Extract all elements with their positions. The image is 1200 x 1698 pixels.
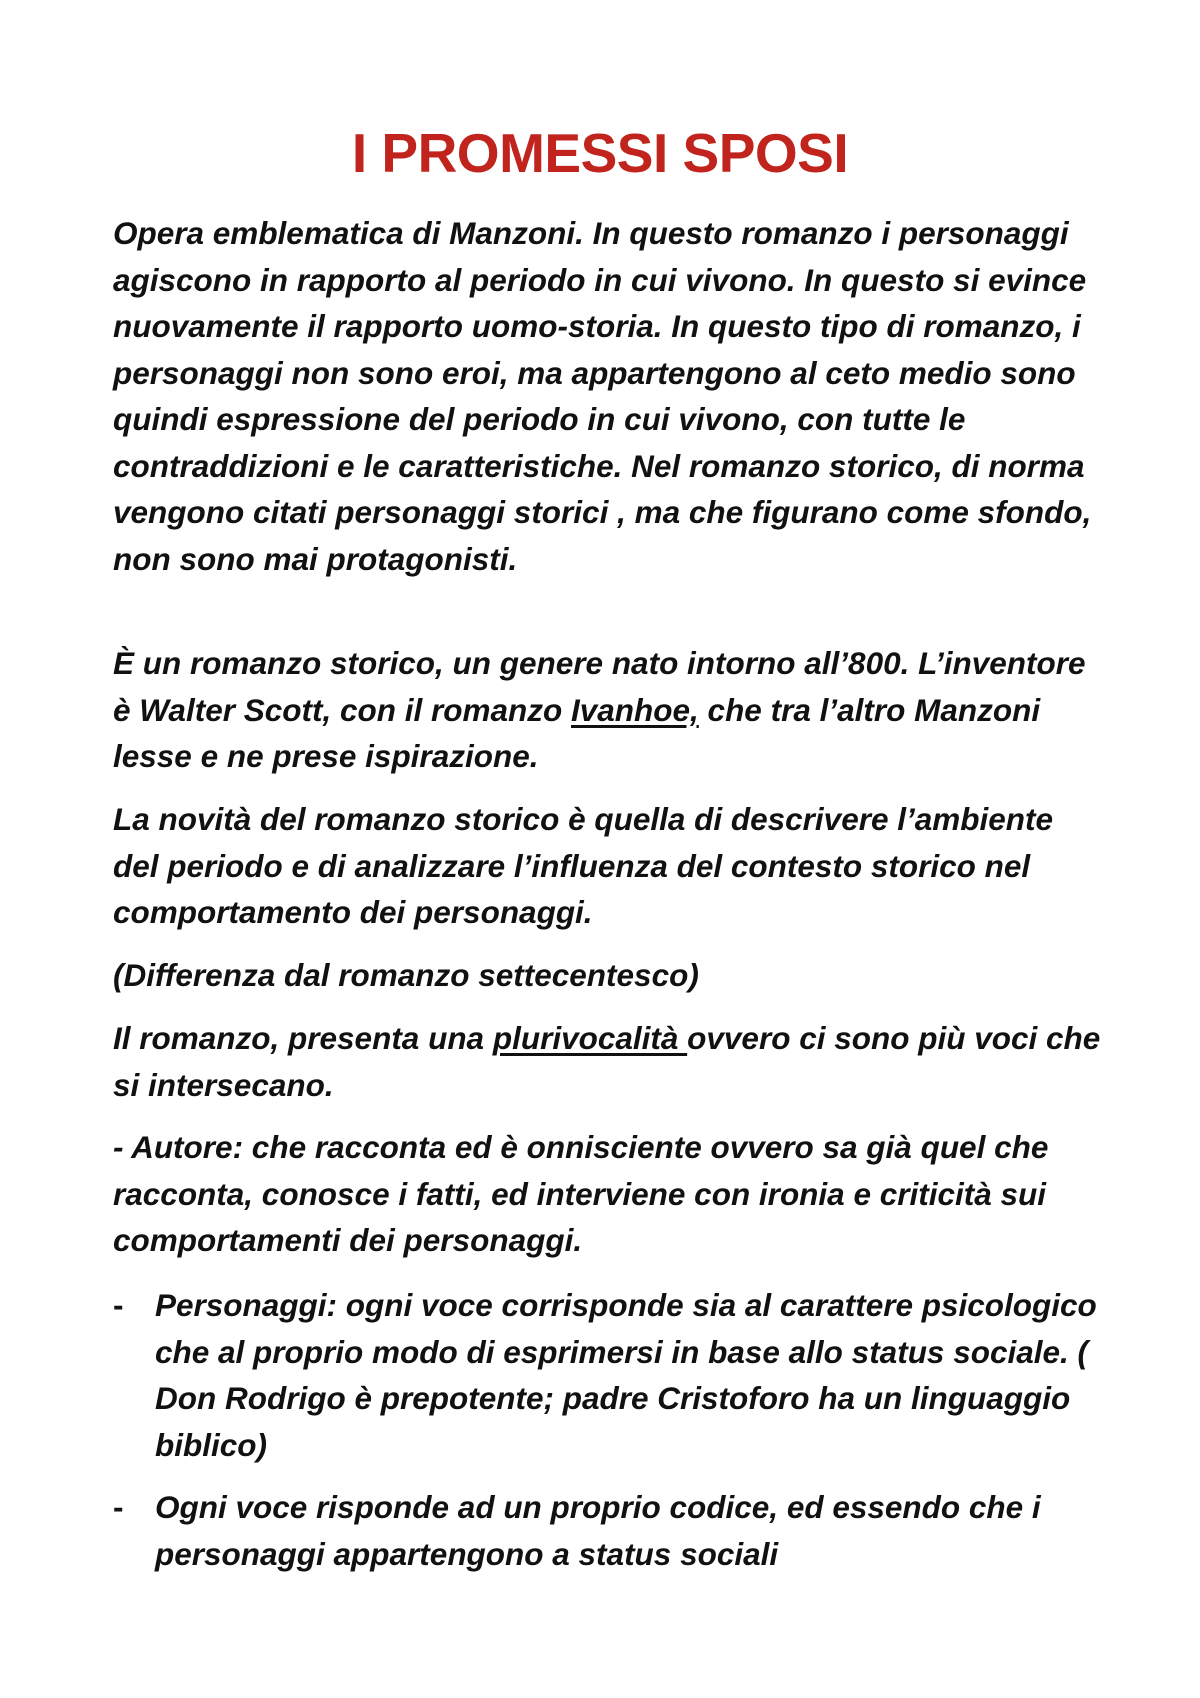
paragraph-author: - Autore: che racconta ed è onnisciente ovvero sa già quel che racconta, conosce i fatti, ed interviene con ironia e criticità sui comportamenti dei personaggi.: [113, 1129, 1049, 1258]
paragraph-historical-novel: [113, 640, 1103, 780]
list-dash: -: [113, 1287, 124, 1323]
list-item-text: Personaggi: ogni voce corrisponde sia al carattere psicologico che al proprio modo di esprimersi in base allo status sociale. ( Don Rodrigo è prepotente; padre Cristoforo ha un linguaggio biblico): [155, 1287, 1097, 1463]
bullet-list-characters: [113, 1282, 1103, 1468]
paragraph-historical-novel-tail: che tra l’altro Manzoni lesse e ne prese ispirazione.: [113, 691, 1041, 774]
paragraph-historical-novel-text: È un romanzo storico, un genere nato intorno all’800. L’inventore è Walter Scott, con il romanzo: [113, 645, 1086, 728]
bullet-list-codes: [113, 1484, 1103, 1577]
paragraph-novelty: La novità del romanzo storico è quella di descrivere l’ambiente del periodo e di analizzare l’influenza del contesto storico nel comportamento dei personaggi.: [113, 801, 1054, 930]
ivanhoe-underlined: Ivanhoe,: [571, 691, 699, 728]
paragraph-difference: (Differenza dal romanzo settecentesco): [113, 957, 699, 993]
plurivocalita-underlined: plurivocalità: [492, 1020, 688, 1056]
list-dash: -: [113, 1489, 124, 1525]
paragraph-plurivocality-text: Il romanzo, presenta una: [113, 1020, 493, 1056]
paragraph-plurivocality: [113, 1015, 1103, 1108]
paragraph-intro: Opera emblematica di Manzoni. In questo romanzo i personaggi agiscono in rapporto al periodo in cui vivono. In questo si evince nuovamente il rapporto uomo-storia. In questo tipo di romanzo, i personaggi non sono eroi, ma appartengono al ceto medio sono quindi espressione del periodo in cui vivono, con tutte le contraddizioni e le caratteristiche. Nel romanzo storico, di norma vengono citati personaggi storici , ma che figurano come sfondo, non sono mai protagonisti.: [113, 215, 1092, 577]
list-item-text: Ogni voce risponde ad un proprio codice, ed essendo che i personaggi appartengono a status sociali: [155, 1489, 1041, 1572]
paragraph-plurivocality-tail: ovvero ci sono più voci che si intersecano.: [113, 1020, 1101, 1103]
list-item: [113, 1484, 1103, 1577]
list-item: [113, 1282, 1103, 1468]
page-title: I PROMESSI SPOSI: [351, 122, 849, 184]
